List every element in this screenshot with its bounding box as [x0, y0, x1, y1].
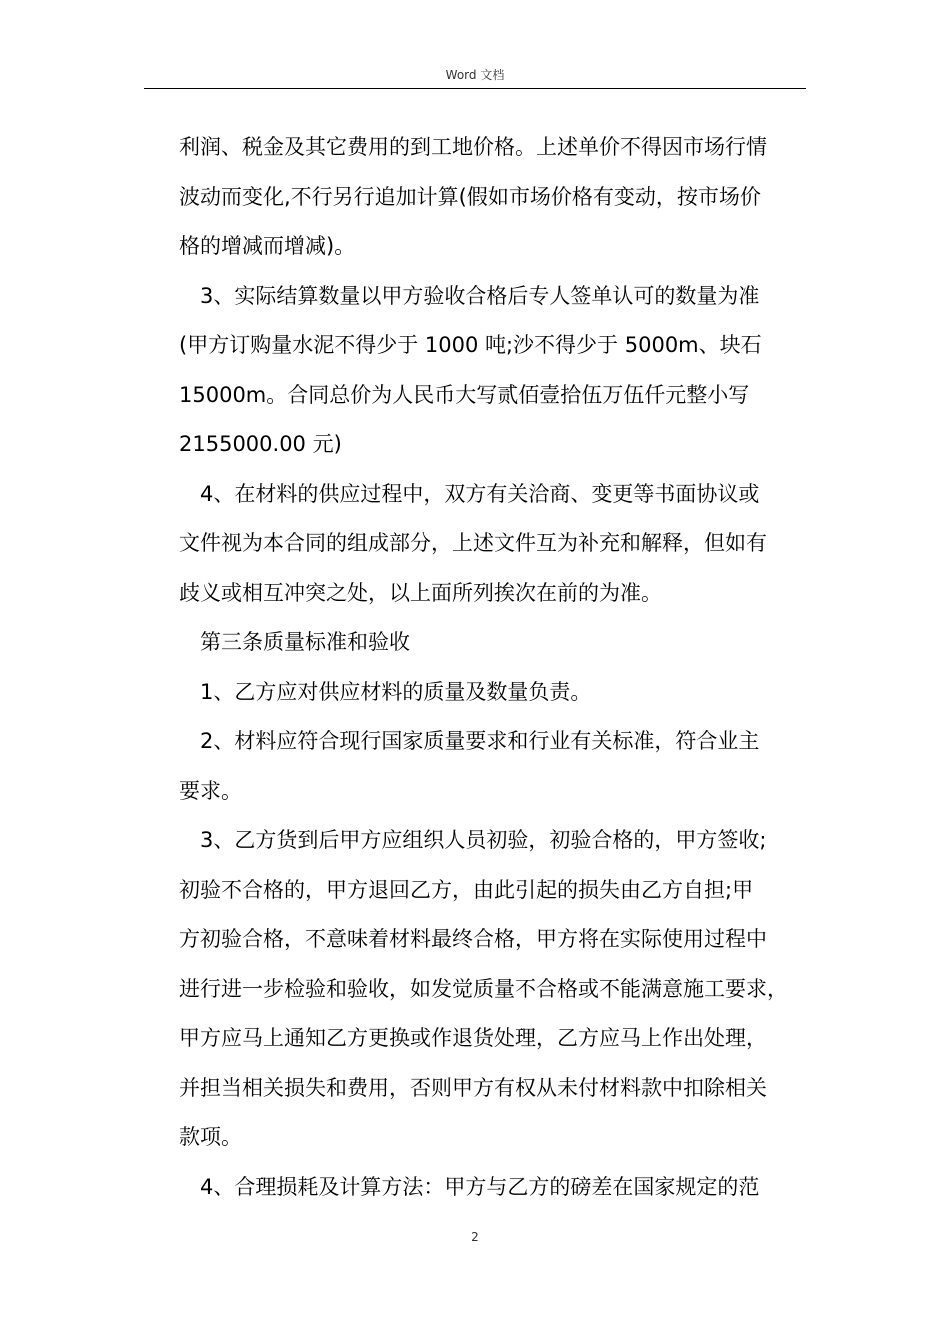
body-line: 2、材料应符合现行国家质量要求和行业有关标准，符合业主	[200, 729, 760, 753]
body-line: 方初验合格，不意味着材料最终合格，甲方将在实际使用过程中	[179, 927, 767, 951]
body-line: 3、实际结算数量以甲方验收合格后专人签单认可的数量为准	[200, 283, 760, 308]
section-heading: 第三条质量标准和验收	[200, 630, 410, 654]
body-line: 3、乙方货到后甲方应组织人员初验，初验合格的，甲方签收;	[200, 828, 767, 852]
body-line: 4、合理损耗及计算方法：甲方与乙方的磅差在国家规定的范	[200, 1174, 760, 1199]
header-title: Word 文档	[445, 68, 505, 82]
body-line: 进行进一步检验和验收，如发觉质量不合格或不能满意施工要求，	[179, 976, 788, 1001]
body-line: 格的增减而增减)。	[179, 234, 356, 258]
body-line: 甲方应马上通知乙方更换或作退货处理，乙方应马上作出处理，	[179, 1026, 767, 1050]
body-line: 要求。	[179, 778, 242, 803]
body-line: 初验不合格的，甲方退回乙方，由此引起的损失由乙方自担;甲	[179, 877, 754, 902]
body-line: 利润、税金及其它费用的到工地价格。上述单价不得因市场行情	[179, 135, 767, 159]
body-line: 歧义或相互冲突之处，以上面所列挨次在前的为准。	[179, 580, 662, 605]
body-line: 4、在材料的供应过程中，双方有关洽商、变更等书面协议或	[200, 481, 760, 506]
body-line: 文件视为本合同的组成部分，上述文件互为补充和解释，但如有	[179, 531, 767, 555]
page-header	[144, 66, 806, 89]
page-number: 2	[471, 1230, 479, 1244]
body-line: 款项。	[179, 1125, 242, 1149]
body-line: 波动而变化,不行另行追加计算(假如市场价格有变动，按市场价	[179, 184, 761, 209]
body-line: 1、乙方应对供应材料的质量及数量负责。	[200, 679, 592, 704]
body-line: 2155000.00 元)	[179, 432, 342, 456]
body-line: (甲方订购量水泥不得少于 1000 吨;沙不得少于 5000m、块石	[179, 333, 762, 357]
body-line: 并担当相关损失和费用，否则甲方有权从未付材料款中扣除相关	[179, 1075, 767, 1100]
body-line: 15000m。合同总价为人民币大写贰佰壹拾伍万伍仟元整小写	[179, 382, 750, 407]
